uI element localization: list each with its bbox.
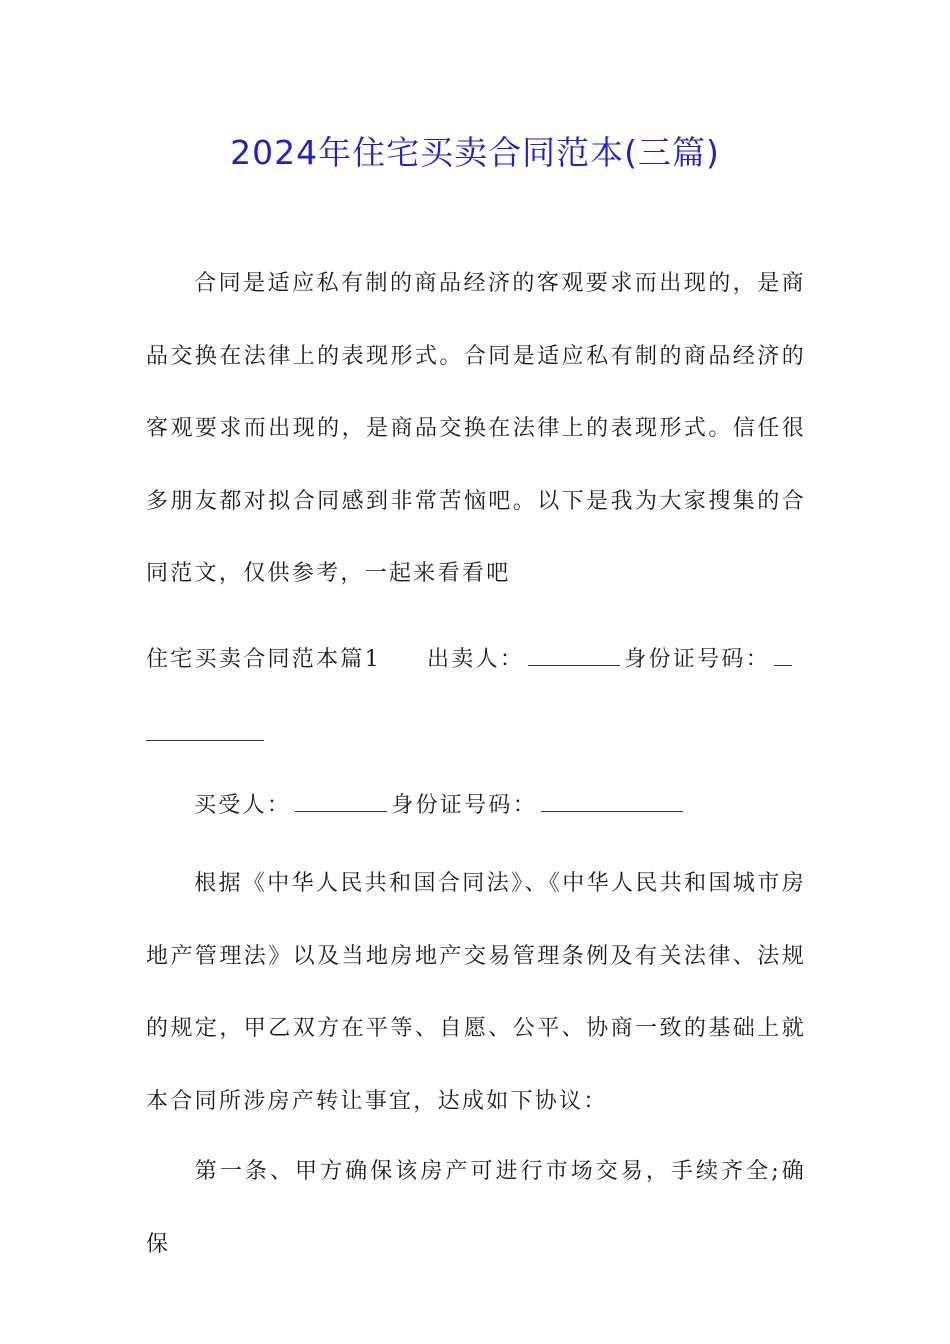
article-1-text: 第一条、甲方确保该房产可进行市场交易，手续齐全;确保 — [146, 1159, 806, 1257]
buyer-blank — [295, 789, 387, 812]
seller-id-blank-continued — [146, 740, 264, 741]
buyer-line — [194, 786, 687, 826]
seller-blank — [528, 643, 620, 666]
section-title: 住宅买卖合同范本篇1 — [146, 647, 381, 672]
buyer-id-blank — [541, 789, 683, 812]
basis-paragraph — [146, 848, 806, 1138]
article-1-paragraph — [146, 1136, 806, 1281]
buyer-id-label: 身份证号码： — [391, 793, 538, 818]
document-title: 2024年住宅买卖合同范本(三篇) — [230, 133, 720, 172]
seller-label: 出卖人： — [427, 647, 525, 672]
seller-id-blank — [774, 643, 792, 666]
intro-text: 合同是适应私有制的商品经济的客观要求而出现的，是商品交换在法律上的表现形式。合同是适应私有制的商品经济的客观要求而出现的，是商品交换在法律上的表现形式。信任很多朋友都对拟合同感到非常苦恼吧。以下是我为大家搜集的合同范文，仅供参考，一起来看看吧 — [146, 271, 806, 586]
intro-paragraph — [146, 248, 806, 611]
basis-text: 根据《中华人民共和国合同法》、《中华人民共和国城市房地产管理法》以及当地房地产交易管理条例及有关法律、法规的规定，甲乙双方在平等、自愿、公平、协商一致的基础上就本合同所涉房产转让事宜，达成如下协议： — [146, 871, 806, 1114]
section-header-line — [146, 640, 792, 680]
seller-id-label: 身份证号码： — [624, 647, 771, 672]
buyer-label: 买受人： — [194, 793, 292, 818]
